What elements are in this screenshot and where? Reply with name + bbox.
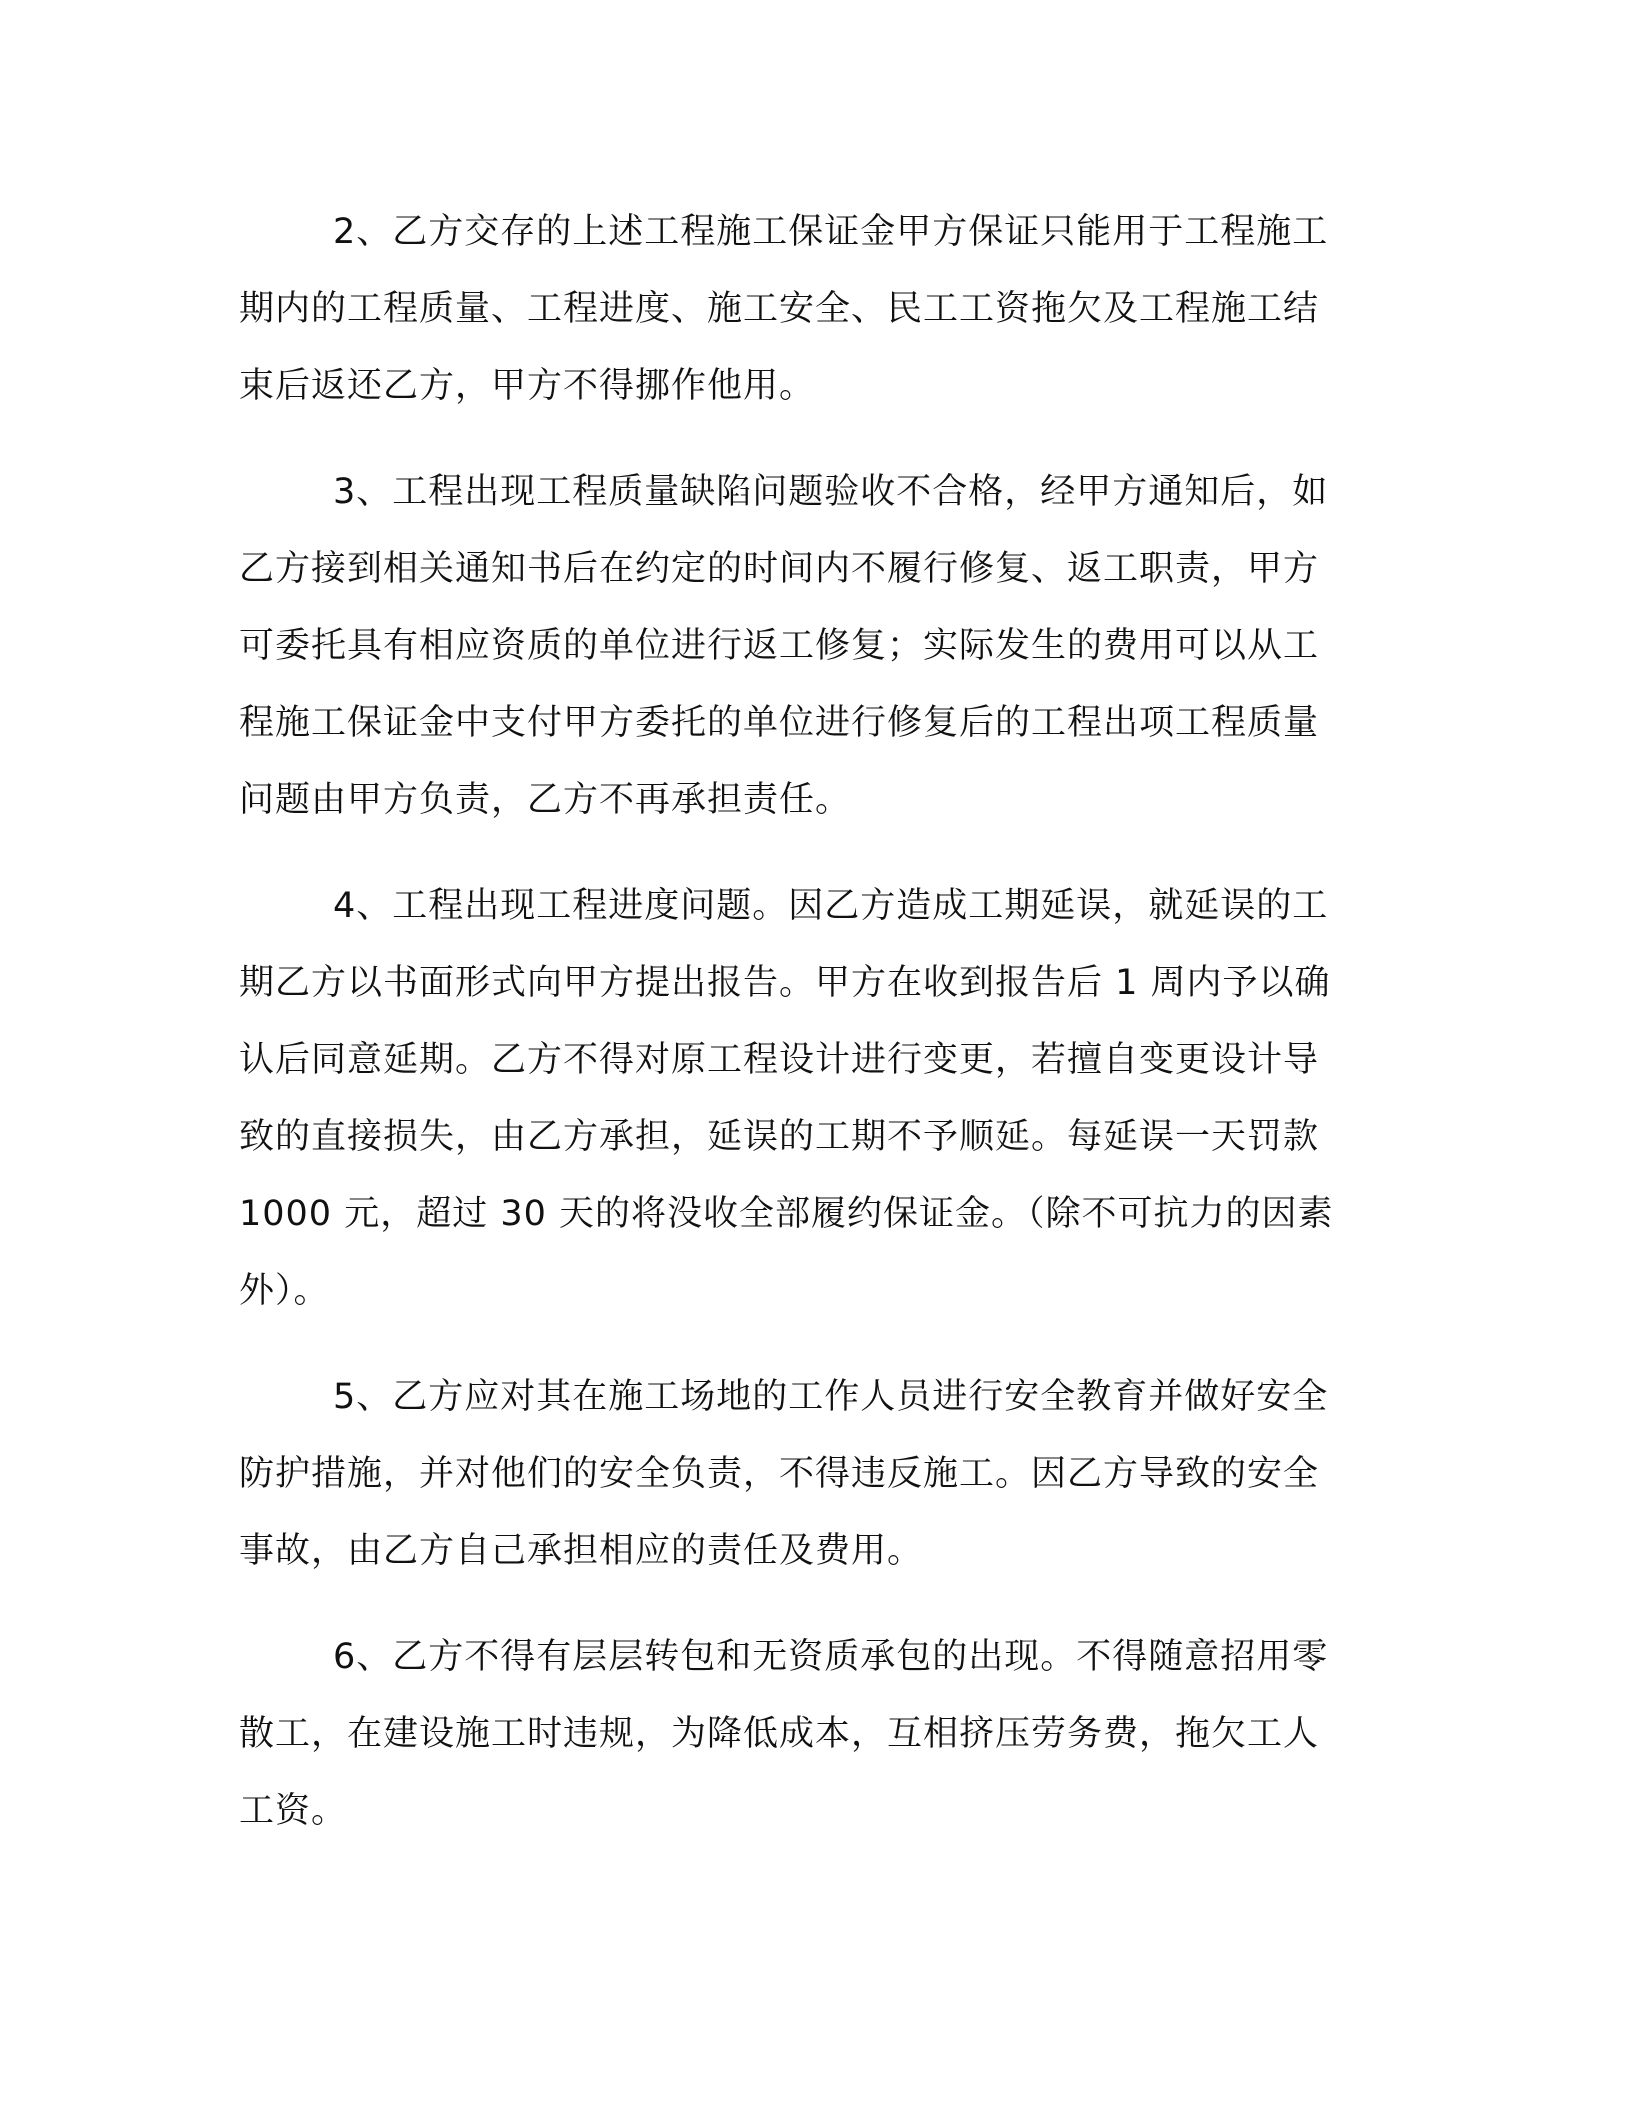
text-line: 问题由甲方负责，乙方不再承担责任。 xyxy=(239,780,852,820)
text-line: 事故，由乙方自己承担相应的责任及费用。 xyxy=(239,1531,924,1571)
text-line: 2、乙方交存的上述工程施工保证金甲方保证只能用于工程施工 xyxy=(333,212,1329,252)
paragraph-2 xyxy=(239,194,1361,425)
text-line: 散工，在建设施工时违规，为降低成本，互相挤压劳务费，拖欠工人 xyxy=(239,1714,1320,1754)
text-line: 期乙方以书面形式向甲方提出报告。甲方在收到报告后 1 周内予以确 xyxy=(239,963,1331,1003)
text-line: 1000 元，超过 30 天的将没收全部履约保证金。（除不可抗力的因素 xyxy=(239,1194,1334,1234)
text-line: 束后返还乙方，甲方不得挪作他用。 xyxy=(239,366,816,406)
document-body xyxy=(239,194,1361,1850)
text-line: 期内的工程质量、工程进度、施工安全、民工工资拖欠及工程施工结 xyxy=(239,289,1320,329)
text-line: 乙方接到相关通知书后在约定的时间内不履行修复、返工职责，甲方 xyxy=(239,549,1320,589)
text-line: 4、工程出现工程进度问题。因乙方造成工期延误，就延误的工 xyxy=(333,886,1329,926)
text-line: 外）。 xyxy=(239,1271,330,1311)
text-line: 致的直接损失，由乙方承担，延误的工期不予顺延。每延误一天罚款 xyxy=(239,1117,1320,1157)
text-line: 防护措施，并对他们的安全负责，不得违反施工。因乙方导致的安全 xyxy=(239,1454,1320,1494)
paragraph-5 xyxy=(239,1359,1361,1590)
text-line: 可委托具有相应资质的单位进行返工修复；实际发生的费用可以从工 xyxy=(239,626,1320,666)
paragraph-6 xyxy=(239,1619,1361,1850)
text-line: 5、乙方应对其在施工场地的工作人员进行安全教育并做好安全 xyxy=(333,1377,1329,1417)
text-line: 程施工保证金中支付甲方委托的单位进行修复后的工程出项工程质量 xyxy=(239,703,1320,743)
paragraph-4 xyxy=(239,868,1361,1330)
text-line: 工资。 xyxy=(239,1791,348,1831)
text-line: 认后同意延期。乙方不得对原工程设计进行变更，若擅自变更设计导 xyxy=(239,1040,1320,1080)
paragraph-3 xyxy=(239,454,1361,839)
text-line: 3、工程出现工程质量缺陷问题验收不合格，经甲方通知后，如 xyxy=(333,472,1329,512)
text-line: 6、乙方不得有层层转包和无资质承包的出现。不得随意招用零 xyxy=(333,1637,1329,1677)
